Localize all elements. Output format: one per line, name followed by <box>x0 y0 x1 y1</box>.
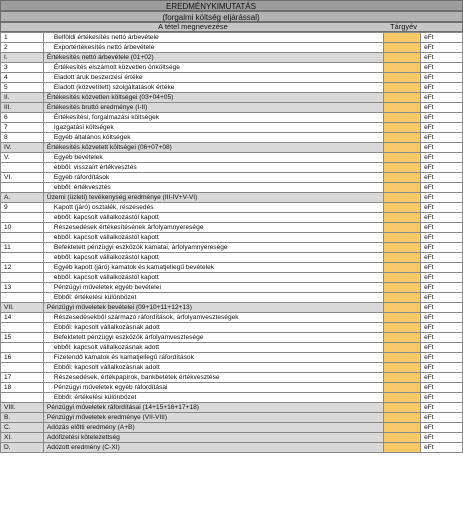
unit-label: eFt <box>421 233 463 243</box>
unit-label: eFt <box>421 433 463 443</box>
table-row <box>1 53 463 63</box>
row-label: Ebből: kapcsolt vállalkozásnak adott <box>43 323 383 333</box>
row-label: Részesedésekből származó ráfordítások, árfolyamveszteségek <box>43 313 383 323</box>
item-name-header: A tétel megnevezése <box>158 22 228 31</box>
row-label: Befektetett pénzügyi eszközök kamatai, árfolyamnyeresége <box>43 243 383 253</box>
unit-label: eFt <box>421 393 463 403</box>
row-number: XI. <box>1 433 44 443</box>
row-label: Értékesítés közvetett költségei (06+07+08) <box>43 143 383 153</box>
table-row <box>1 353 463 363</box>
year-value-cell[interactable] <box>384 103 421 113</box>
row-label: ebből: kapcsolt vállalkozásnak adott <box>43 343 383 353</box>
row-label: Pénzügyi műveletek egyéb ráfordításai <box>43 383 383 393</box>
unit-label: eFt <box>421 403 463 413</box>
row-number: 13 <box>1 283 44 293</box>
year-value-cell[interactable] <box>384 33 421 43</box>
row-number: C. <box>1 423 44 433</box>
year-value-cell[interactable] <box>384 263 421 273</box>
row-number: 14 <box>1 313 44 323</box>
table-row <box>1 203 463 213</box>
unit-label: eFt <box>421 153 463 163</box>
table-row <box>1 373 463 383</box>
row-label: Értékesítés elszámolt közvetlen önköltsége <box>43 63 383 73</box>
row-number: III. <box>1 103 44 113</box>
year-value-cell[interactable] <box>384 383 421 393</box>
unit-label: eFt <box>421 103 463 113</box>
table-row <box>1 93 463 103</box>
unit-label: eFt <box>421 193 463 203</box>
row-number: 10 <box>1 223 44 233</box>
row-number <box>1 213 44 223</box>
table-row <box>1 143 463 153</box>
statement-title: EREDMÉNYKIMUTATÁS <box>166 2 256 11</box>
row-label: Egyéb ráfordítások <box>43 173 383 183</box>
table-row <box>1 273 463 283</box>
row-label: Pénzügyi műveletek ráfordításai (14+15+16+17+18) <box>43 403 383 413</box>
table-row <box>1 413 463 423</box>
table-row <box>1 63 463 73</box>
year-value-cell[interactable] <box>384 203 421 213</box>
table-row <box>1 393 463 403</box>
table-row <box>1 113 463 123</box>
row-number: 8 <box>1 133 44 143</box>
year-value-cell[interactable] <box>384 53 421 63</box>
row-label: Eladott (közvetített) szolgáltatások értéke <box>43 83 383 93</box>
unit-label: eFt <box>421 413 463 423</box>
table-row <box>1 333 463 343</box>
unit-label: eFt <box>421 253 463 263</box>
row-label: Értékesítés bruttó eredménye (I-II) <box>43 103 383 113</box>
unit-label: eFt <box>421 243 463 253</box>
year-value-cell[interactable] <box>384 313 421 323</box>
row-label: ebből: kapcsolt vállalkozástól kapott <box>43 233 383 243</box>
unit-label: eFt <box>421 203 463 213</box>
table-row <box>1 223 463 233</box>
year-value-cell[interactable] <box>384 273 421 283</box>
year-value-cell[interactable] <box>384 213 421 223</box>
row-label: Egyéb általános költségek <box>43 133 383 143</box>
row-label: Értékesítés nettó árbevétele (01+02) <box>43 53 383 63</box>
unit-label: eFt <box>421 113 463 123</box>
unit-label: eFt <box>421 143 463 153</box>
unit-label: eFt <box>421 373 463 383</box>
year-value-cell[interactable] <box>384 43 421 53</box>
row-label: Igazgatási költségek <box>43 123 383 133</box>
unit-label: eFt <box>421 63 463 73</box>
table-row <box>1 193 463 203</box>
table-row <box>1 173 463 183</box>
row-number: I. <box>1 53 44 63</box>
row-number <box>1 343 44 353</box>
table-row <box>1 73 463 83</box>
row-label: Értékesítési, forgalmazási költségek <box>43 113 383 123</box>
unit-label: eFt <box>421 83 463 93</box>
row-number: B. <box>1 413 44 423</box>
table-row <box>1 403 463 413</box>
table-row <box>1 183 463 193</box>
year-value-cell[interactable] <box>384 283 421 293</box>
unit-label: eFt <box>421 43 463 53</box>
row-label: Eladott áruk beszerzési értéke <box>43 73 383 83</box>
year-value-cell[interactable] <box>384 63 421 73</box>
year-value-cell[interactable] <box>384 443 421 453</box>
unit-label: eFt <box>421 443 463 453</box>
table-row <box>1 283 463 293</box>
table-row <box>1 253 463 263</box>
row-label: Exportértékesítés nettó árbevétele <box>43 43 383 53</box>
row-label: Részesedések értékesítésének árfolyamnyeresége <box>43 223 383 233</box>
unit-label: eFt <box>421 343 463 353</box>
year-value-cell[interactable] <box>384 393 421 403</box>
row-label: Pénzügyi műveletek bevételei (09+10+11+12+13) <box>43 303 383 313</box>
table-row <box>1 263 463 273</box>
table-row <box>1 233 463 243</box>
row-number: IV. <box>1 143 44 153</box>
year-value-cell[interactable] <box>384 123 421 133</box>
row-label: ebből: értékvesztés <box>43 183 383 193</box>
unit-label: eFt <box>421 273 463 283</box>
year-header: Tárgyév <box>389 22 418 31</box>
year-value-cell[interactable] <box>384 423 421 433</box>
row-label: Értékesítés közvetlen költségei (03+04+05) <box>43 93 383 103</box>
unit-label: eFt <box>421 173 463 183</box>
row-label: Adózás előtti eredmény (A+B) <box>43 423 383 433</box>
table-row <box>1 363 463 373</box>
statement-table <box>0 32 463 453</box>
row-label: Üzemi (üzleti) tevékenység eredménye (III-IV+V-VI) <box>43 193 383 203</box>
table-row <box>1 383 463 393</box>
row-label: Adózott eredmény (C-XI) <box>43 443 383 453</box>
table-row <box>1 43 463 53</box>
year-value-cell[interactable] <box>384 343 421 353</box>
row-label: Pénzügyi műveletek egyéb bevételei <box>43 283 383 293</box>
row-number <box>1 253 44 263</box>
row-label: ebből: kapcsolt vállalkozástól kapott <box>43 213 383 223</box>
row-label: Adófizetési kötelezettség <box>43 433 383 443</box>
year-value-cell[interactable] <box>384 243 421 253</box>
year-value-cell[interactable] <box>384 353 421 363</box>
row-number <box>1 183 44 193</box>
row-label: ebből: visszaírt értékvesztés <box>43 163 383 173</box>
unit-label: eFt <box>421 163 463 173</box>
table-row <box>1 33 463 43</box>
year-value-cell[interactable] <box>384 193 421 203</box>
year-value-cell[interactable] <box>384 413 421 423</box>
table-row <box>1 83 463 93</box>
column-header-row <box>0 22 463 32</box>
row-number <box>1 323 44 333</box>
row-label: ebből: kapcsolt vállalkozástól kapott <box>43 273 383 283</box>
year-value-cell[interactable] <box>384 153 421 163</box>
year-value-cell[interactable] <box>384 293 421 303</box>
unit-label: eFt <box>421 363 463 373</box>
row-number <box>1 233 44 243</box>
year-value-cell[interactable] <box>384 93 421 103</box>
unit-label: eFt <box>421 263 463 273</box>
table-row <box>1 423 463 433</box>
year-value-cell[interactable] <box>384 133 421 143</box>
title-row <box>0 0 463 11</box>
row-number: 16 <box>1 353 44 363</box>
year-value-cell[interactable] <box>384 323 421 333</box>
row-number: V. <box>1 153 44 163</box>
unit-label: eFt <box>421 313 463 323</box>
year-value-cell[interactable] <box>384 83 421 93</box>
unit-label: eFt <box>421 213 463 223</box>
row-number: VIII. <box>1 403 44 413</box>
table-row <box>1 103 463 113</box>
unit-label: eFt <box>421 323 463 333</box>
row-label: Pénzügyi műveletek eredménye (VII-VIII) <box>43 413 383 423</box>
year-value-cell[interactable] <box>384 373 421 383</box>
unit-label: eFt <box>421 223 463 233</box>
row-number: 4 <box>1 73 44 83</box>
year-value-cell[interactable] <box>384 253 421 263</box>
row-label: Befektetett pénzügyi eszközök árfolyamvesztesége <box>43 333 383 343</box>
row-number: 18 <box>1 383 44 393</box>
row-number: 2 <box>1 43 44 53</box>
unit-label: eFt <box>421 123 463 133</box>
row-number: 15 <box>1 333 44 343</box>
row-number: VII. <box>1 303 44 313</box>
unit-label: eFt <box>421 93 463 103</box>
table-row <box>1 303 463 313</box>
table-row <box>1 443 463 453</box>
statement-subtitle: (forgalmi költség eljárással) <box>162 13 260 22</box>
row-number: 1 <box>1 33 44 43</box>
row-number: D. <box>1 443 44 453</box>
unit-label: eFt <box>421 53 463 63</box>
unit-label: eFt <box>421 33 463 43</box>
table-row <box>1 323 463 333</box>
year-value-cell[interactable] <box>384 363 421 373</box>
row-number <box>1 363 44 373</box>
row-number: 3 <box>1 63 44 73</box>
year-value-cell[interactable] <box>384 303 421 313</box>
unit-label: eFt <box>421 283 463 293</box>
row-number <box>1 273 44 283</box>
unit-label: eFt <box>421 353 463 363</box>
table-row <box>1 133 463 143</box>
row-label: Kapott (járó) osztalék, részesedés <box>43 203 383 213</box>
row-label: ebből: kapcsolt vállalkozástól kapott <box>43 253 383 263</box>
row-number: 11 <box>1 243 44 253</box>
row-number: 12 <box>1 263 44 273</box>
row-label: Ebből: kapcsolt vállalkozásnak adott <box>43 363 383 373</box>
year-value-cell[interactable] <box>384 433 421 443</box>
year-value-cell[interactable] <box>384 223 421 233</box>
row-label: Belföldi értékesítés nettó árbevétele <box>43 33 383 43</box>
year-value-cell[interactable] <box>384 183 421 193</box>
table-row <box>1 123 463 133</box>
row-label: Egyéb kapott (járó) kamatok és kamatjellegű bevételek <box>43 263 383 273</box>
unit-label: eFt <box>421 333 463 343</box>
row-number <box>1 393 44 403</box>
table-row <box>1 213 463 223</box>
year-value-cell[interactable] <box>384 233 421 243</box>
row-number: II. <box>1 93 44 103</box>
row-label: Részesedések, értékpapírok, bankbetétek értékvesztése <box>43 373 383 383</box>
unit-label: eFt <box>421 383 463 393</box>
unit-label: eFt <box>421 183 463 193</box>
year-value-cell[interactable] <box>384 143 421 153</box>
row-number <box>1 163 44 173</box>
year-value-cell[interactable] <box>384 113 421 123</box>
table-row <box>1 243 463 253</box>
row-number: 6 <box>1 113 44 123</box>
table-row <box>1 433 463 443</box>
row-label: Egyéb bevételek <box>43 153 383 163</box>
row-number: A. <box>1 193 44 203</box>
row-number: 9 <box>1 203 44 213</box>
row-number: 7 <box>1 123 44 133</box>
year-value-cell[interactable] <box>384 333 421 343</box>
year-value-cell[interactable] <box>384 403 421 413</box>
row-label: Ebből: értékelési különbözet <box>43 393 383 403</box>
year-value-cell[interactable] <box>384 73 421 83</box>
row-number: VI. <box>1 173 44 183</box>
table-row <box>1 163 463 173</box>
table-row <box>1 313 463 323</box>
unit-label: eFt <box>421 293 463 303</box>
year-value-cell[interactable] <box>384 173 421 183</box>
unit-label: eFt <box>421 303 463 313</box>
unit-label: eFt <box>421 423 463 433</box>
row-label: Fizetendő kamatok és kamatjellegű ráfordítások <box>43 353 383 363</box>
year-value-cell[interactable] <box>384 163 421 173</box>
row-number: 5 <box>1 83 44 93</box>
unit-label: eFt <box>421 73 463 83</box>
row-label: Ebből: értékelési különbözet <box>43 293 383 303</box>
table-row <box>1 343 463 353</box>
unit-label: eFt <box>421 133 463 143</box>
row-number <box>1 293 44 303</box>
subtitle-row <box>0 11 463 22</box>
table-row <box>1 293 463 303</box>
table-row <box>1 153 463 163</box>
row-number: 17 <box>1 373 44 383</box>
